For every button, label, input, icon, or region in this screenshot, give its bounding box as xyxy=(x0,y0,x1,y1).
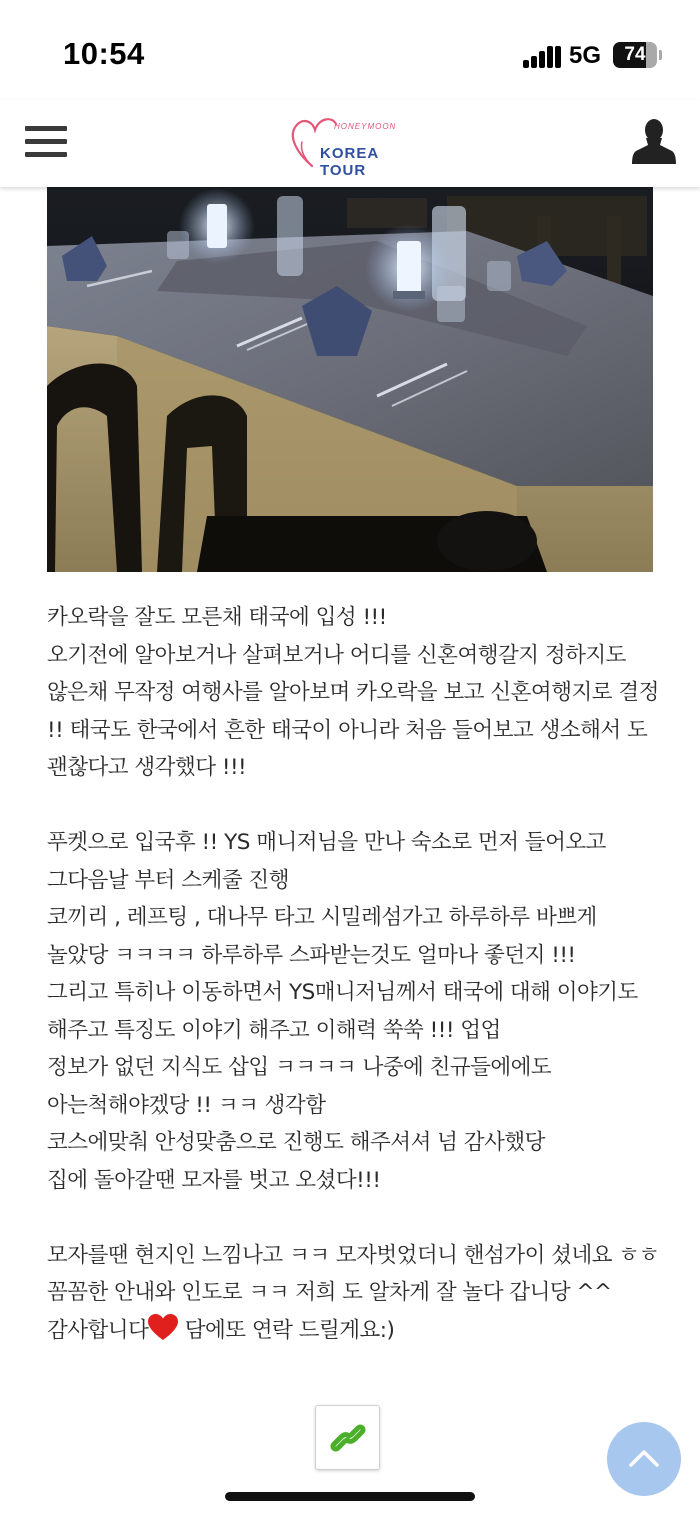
copy-link-button[interactable] xyxy=(315,1405,380,1470)
paragraph-2-line-1: 푸켓으로 입국후 !! YS 매니저님을 만나 숙소로 먼저 들어오고 그다음날 부터 스케줄 진행 xyxy=(47,830,606,893)
signal-bars-icon xyxy=(523,44,561,68)
user-profile-icon[interactable] xyxy=(630,118,678,164)
closing-paragraph xyxy=(47,1237,659,1350)
heart-icon xyxy=(148,1314,178,1341)
hamburger-menu-icon[interactable] xyxy=(25,126,69,158)
battery-icon xyxy=(613,42,662,68)
post-photo xyxy=(47,186,653,572)
post-body xyxy=(47,599,659,1349)
paragraph-2-line-4: 정보가 없던 지식도 삽입 ㅋㅋㅋㅋ 나중에 친규들에에도 아는척해야겠당 !! ㅋㅋ 생각함 xyxy=(47,1055,552,1118)
site-header xyxy=(0,100,700,187)
paragraph-1-line-1: 카오락을 잘도 모른채 태국에 입성 !!! xyxy=(47,605,387,630)
closing-text: 모자를땐 현지인 느낌나고 ㅋㅋ 모자벗었더니 핸섬가이 셨네요 ㅎㅎ 꼼꼼한 안내와 인도로 ㅋㅋ 저희 도 알차게 잘 놀다 갑니당 ^^ 감사합니다 xyxy=(47,1242,659,1343)
battery-percent: 74 xyxy=(624,44,646,65)
scroll-to-top-button[interactable] xyxy=(607,1422,681,1496)
logo-title: KOREA TOUR xyxy=(320,145,379,179)
link-chain-icon xyxy=(329,1419,367,1457)
status-time: 10:54 xyxy=(63,36,145,71)
network-type: 5G xyxy=(569,42,602,69)
home-indicator[interactable] xyxy=(225,1492,475,1501)
closing-text-end: 담에또 연락 드릴게요:) xyxy=(178,1317,395,1343)
paragraph-2-line-6: 집에 돌아갈땐 모자를 벗고 오셨다!!! xyxy=(47,1167,381,1193)
logo-tagline: HONEYMOON xyxy=(334,122,397,131)
site-logo[interactable] xyxy=(290,112,415,179)
paragraph-1-line-2: 오기전에 알아보거나 살펴보거나 어디를 신혼여행갈지 정하지도 않은채 무작정 여행사를 알아보며 카오락을 보고 신혼여행지로 결정 !! 태국도 한국에서 흔한 태국이 아니라 처음 들어보고 생소해서 도 괜찮다고 생각했다 !!! xyxy=(47,642,659,780)
chevron-up-icon xyxy=(628,1446,660,1470)
paragraph-2-line-5: 코스에맞춰 안성맞춤으로 진행도 해주셔셔 넘 감사했당 xyxy=(47,1130,545,1155)
paragraph-2-line-3: 그리고 특히나 이동하면서 YS매니저님께서 태국에 대해 이야기도 해주고 특징도 이야기 해주고 이해력 쑥쑥 !!! 업업 xyxy=(47,980,638,1043)
status-bar xyxy=(0,0,700,100)
paragraph-2-line-2: 코끼리 , 레프팅 , 대나무 타고 시밀레섬가고 하루하루 바쁘게 놀았당 ㅋㅋㅋㅋ 하루하루 스파받는것도 얼마나 좋던지 !!! xyxy=(47,905,597,968)
